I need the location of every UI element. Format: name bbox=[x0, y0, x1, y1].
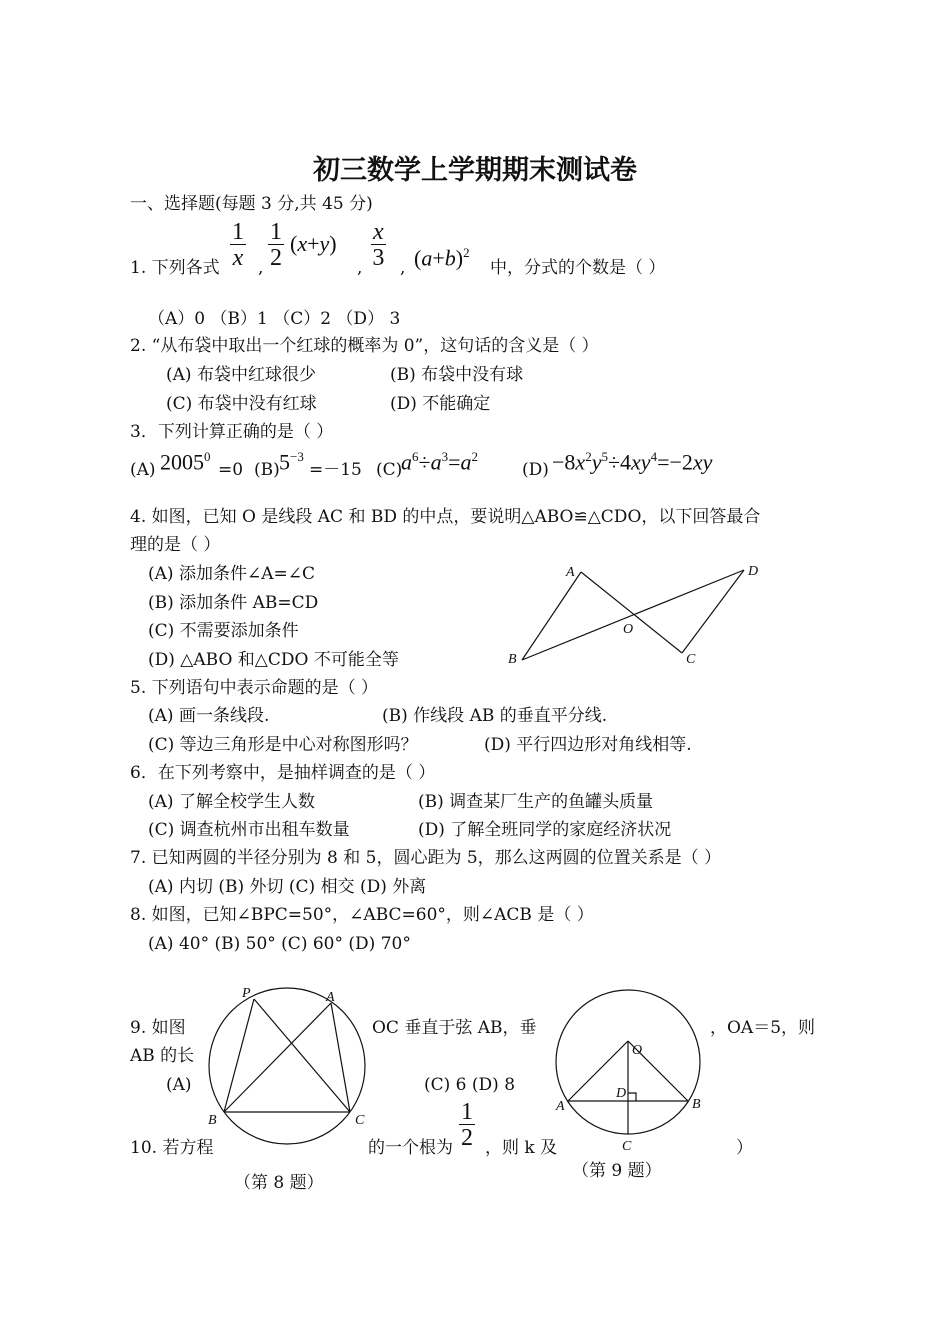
q2-option-a: (A) 布袋中红球很少 bbox=[166, 365, 316, 385]
q7-options: (A) 内切 (B) 外切 (C) 相交 (D) 外离 bbox=[148, 877, 427, 897]
q3-a-tail: =0 bbox=[218, 460, 244, 480]
q5-option-c: (C) 等边三角形是中心对称图形吗？ bbox=[148, 735, 418, 755]
comma: , bbox=[357, 258, 363, 278]
comma: , bbox=[400, 258, 406, 278]
label-a: A bbox=[556, 1099, 565, 1114]
q3-a-label: (A) bbox=[130, 460, 156, 480]
q3-c-expr: $a^6\div a^3=a^2$ bbox=[401, 449, 478, 475]
q8-caption: （第 8 题） bbox=[234, 1173, 324, 1193]
expr-x-plus-y: (x+y) bbox=[290, 231, 337, 256]
q4-option-b: (B) 添加条件 AB=CD bbox=[148, 593, 319, 613]
segment-ac bbox=[581, 572, 682, 653]
q5-option-d: (D) 平行四边形对角线相等. bbox=[484, 735, 692, 755]
label-b: B bbox=[508, 652, 517, 667]
q4-option-d: (D) △ABO 和△CDO 不可能全等 bbox=[148, 650, 399, 670]
q3-d-label: (D) bbox=[522, 460, 549, 480]
section-heading: 一、选择题(每题 3 分,共 45 分) bbox=[130, 194, 373, 214]
label-a: A bbox=[326, 990, 335, 1005]
label-c: C bbox=[686, 652, 696, 667]
q1-prefix: 1. 下列各式 bbox=[130, 258, 220, 278]
label-o: O bbox=[632, 1043, 643, 1058]
q5-option-b: (B) 作线段 AB 的垂直平分线. bbox=[382, 706, 608, 726]
q3-a-expr: 2005$^0$ bbox=[160, 449, 211, 475]
q6-option-c: (C) 调查杭州市出租车数量 bbox=[148, 820, 350, 840]
q9-line1-middle: OC 垂直于弦 AB，垂 bbox=[372, 1018, 537, 1038]
fraction-x-over-3: $\frac{x}{3}$ bbox=[372, 219, 385, 271]
q2-option-b: (B) 布袋中没有球 bbox=[390, 365, 524, 385]
q3-stem: 3．下列计算正确的是（ ） bbox=[130, 422, 334, 442]
q5-stem: 5. 下列语句中表示命题的是（ ） bbox=[130, 678, 379, 698]
label-b: B bbox=[692, 1097, 701, 1112]
q7-stem: 7. 已知两圆的半径分别为 8 和 5，圆心距为 5，那么这两圆的位置关系是（ ） bbox=[130, 848, 722, 868]
q2-stem: 2. “从布袋中取出一个红球的概率为 0”，这句话的含义是（ ） bbox=[130, 336, 599, 356]
q10-start: 10. 若方程 bbox=[130, 1138, 214, 1158]
q9-option-a: (A) bbox=[166, 1075, 192, 1095]
q8-figure bbox=[196, 983, 378, 1153]
label-d: D bbox=[616, 1086, 627, 1101]
q9-line1-end: ，OA＝5，则 bbox=[710, 1018, 816, 1038]
fraction-1-over-x: $\frac{1}{x}$ bbox=[232, 219, 244, 271]
q3-c-label: (C) bbox=[376, 460, 403, 480]
segment-ab bbox=[522, 572, 581, 660]
q3-d-expr: $-8x^2y^5\div 4xy^4=-2xy$ bbox=[552, 449, 713, 475]
q9-figure bbox=[552, 983, 712, 1158]
comma: , bbox=[258, 258, 264, 278]
q2-option-c: (C) 布袋中没有红球 bbox=[166, 394, 317, 414]
q3-b-expr: $5^{-3}$ bbox=[279, 449, 304, 475]
label-c: C bbox=[622, 1139, 632, 1154]
q4-figure bbox=[500, 555, 770, 670]
q1-options: （A）0 （B）1 （C）2 （D） 3 bbox=[148, 309, 401, 329]
q9-line2-start: AB 的长 bbox=[130, 1046, 195, 1066]
expr-a-plus-b-squared: $(a+b)^2$ bbox=[414, 245, 470, 271]
q10-middle: 的一个根为 bbox=[368, 1138, 453, 1158]
q4-option-c: (C) 不需要添加条件 bbox=[148, 621, 299, 641]
label-b: B bbox=[208, 1113, 217, 1128]
q3-b-tail: =－15 bbox=[309, 460, 362, 480]
q10-after-fraction: ，则 k 及 bbox=[485, 1138, 558, 1158]
q5-option-a: (A) 画一条线段. bbox=[148, 706, 270, 726]
q6-option-a: (A) 了解全校学生人数 bbox=[148, 792, 315, 812]
label-d: D bbox=[748, 564, 759, 579]
q9-line1-start: 9. 如图 bbox=[130, 1018, 186, 1038]
q8-stem: 8. 如图，已知∠BPC=50°，∠ABC=60°，则∠ACB 是（ ） bbox=[130, 905, 594, 925]
q8-options: (A) 40° (B) 50° (C) 60° (D) 70° bbox=[148, 934, 411, 954]
label-a: A bbox=[566, 565, 575, 580]
q4-stem-line1: 4. 如图，已知 O 是线段 AC 和 BD 的中点，要说明△ABO≌△CDO，以下回答最合 bbox=[130, 507, 761, 527]
q6-option-d: (D) 了解全班同学的家庭经济状况 bbox=[418, 820, 672, 840]
q6-stem: 6．在下列考察中，是抽样调查的是（ ） bbox=[130, 763, 436, 783]
label-o: O bbox=[623, 622, 634, 637]
q4-stem-line2: 理的是（ ） bbox=[130, 535, 221, 555]
q1-suffix: 中，分式的个数是（ ） bbox=[490, 258, 666, 278]
label-c: C bbox=[355, 1113, 365, 1128]
q9-options-c-d: (C) 6 (D) 8 bbox=[424, 1075, 516, 1095]
q9-caption: （第 9 题） bbox=[572, 1161, 662, 1181]
q3-b-label: (B) bbox=[254, 460, 280, 480]
label-p: P bbox=[242, 986, 251, 1001]
q4-option-a: (A) 添加条件∠A=∠C bbox=[148, 564, 315, 584]
q2-option-d: (D) 不能确定 bbox=[390, 394, 491, 414]
q10-end: ） bbox=[736, 1138, 753, 1158]
q6-option-b: (B) 调查某厂生产的鱼罐头质量 bbox=[418, 792, 654, 812]
page-title: 初三数学上学期期末测试卷 bbox=[313, 155, 637, 186]
fraction-half: $\frac{1}{2}$ bbox=[270, 219, 282, 271]
fraction-half-q10: $\frac{1}{2}$ bbox=[461, 1099, 473, 1151]
